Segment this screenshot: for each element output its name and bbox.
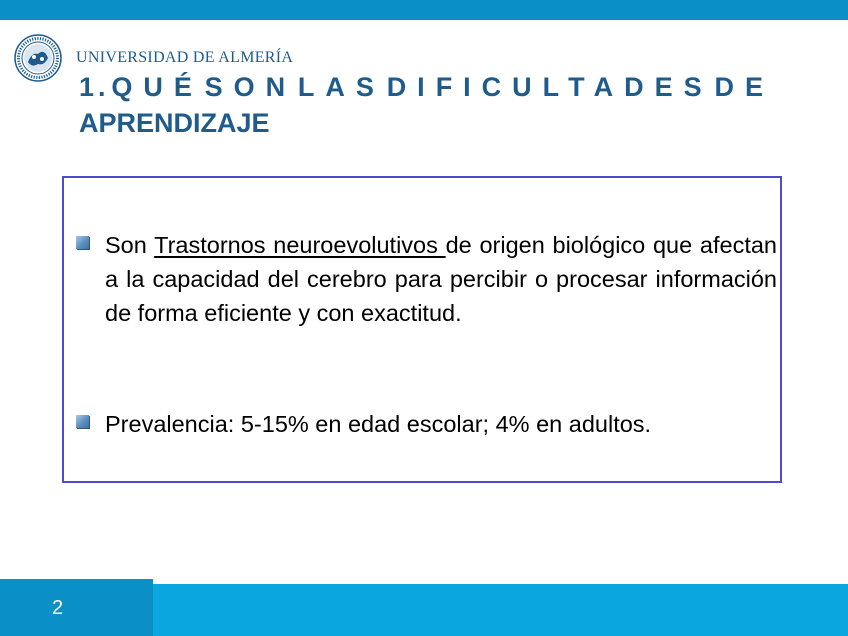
title-word: QUÉ [111, 72, 203, 102]
title-word: DIFICULTADES [386, 72, 713, 102]
square-bullet-icon [76, 236, 89, 249]
university-seal-logo [14, 34, 62, 82]
title-word: LAS [297, 72, 385, 102]
content-box [62, 176, 782, 483]
bullet-text: Prevalencia: 5-15% en edad escolar; 4% en adultos. [105, 411, 652, 437]
slide-title-line-1 [79, 72, 774, 103]
underlined-term: Trastornos neuroevolutivos [154, 232, 446, 258]
page-number-box [0, 579, 153, 636]
university-name: UNIVERSIDAD DE ALMERÍA [76, 49, 294, 66]
bullet-text [105, 228, 777, 330]
page-number: 2 [52, 597, 64, 619]
bullet-text-post: de origen biológico que afectan a la capacidad del cerebro para percibir o procesar información de forma eficiente y con exactitud. [105, 232, 777, 326]
square-bullet-icon [76, 415, 89, 428]
bullet-text-pre: Son [105, 232, 155, 258]
title-word: DE [714, 72, 774, 102]
slide-title-line-2: APRENDIZAJE [79, 108, 270, 138]
title-number: 1. [79, 72, 110, 102]
title-word: SON [204, 72, 297, 102]
top-accent-bar [0, 0, 848, 20]
